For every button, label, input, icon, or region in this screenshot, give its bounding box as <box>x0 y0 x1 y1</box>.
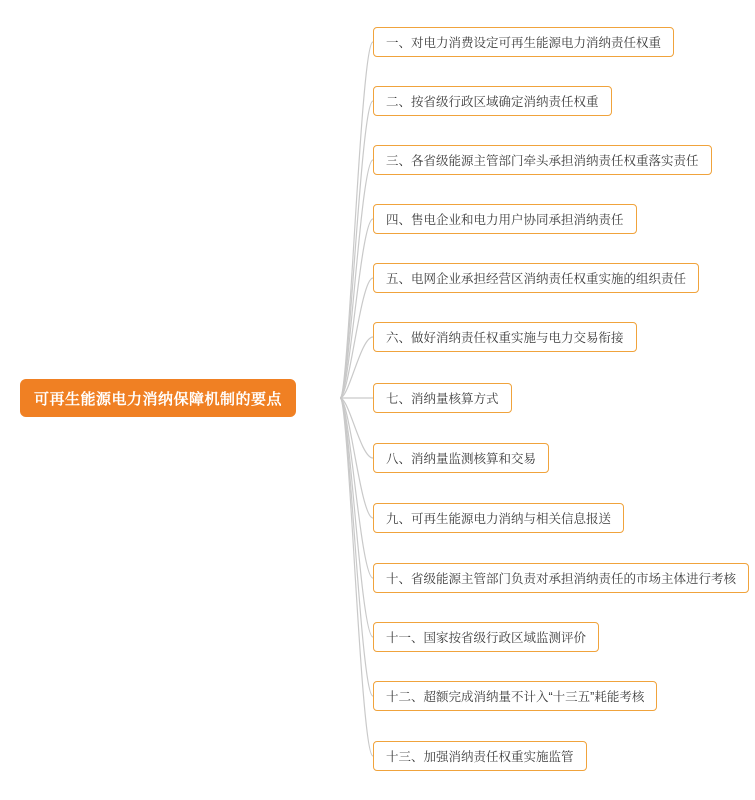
branch-node[interactable]: 四、售电企业和电力用户协同承担消纳责任 <box>373 204 637 234</box>
branch-node[interactable]: 六、做好消纳责任权重实施与电力交易衔接 <box>373 322 637 352</box>
branch-node[interactable]: 二、按省级行政区域确定消纳责任权重 <box>373 86 612 116</box>
branch-node[interactable]: 五、电网企业承担经营区消纳责任权重实施的组织责任 <box>373 263 699 293</box>
branch-node[interactable]: 十、省级能源主管部门负责对承担消纳责任的市场主体进行考核 <box>373 563 749 593</box>
branch-node[interactable]: 一、对电力消费设定可再生能源电力消纳责任权重 <box>373 27 674 57</box>
root-node[interactable]: 可再生能源电力消纳保障机制的要点 <box>20 379 296 417</box>
branch-node[interactable]: 十三、加强消纳责任权重实施监管 <box>373 741 587 771</box>
branch-node[interactable]: 九、可再生能源电力消纳与相关信息报送 <box>373 503 624 533</box>
branch-node[interactable]: 三、各省级能源主管部门牵头承担消纳责任权重落实责任 <box>373 145 712 175</box>
branch-node[interactable]: 十一、国家按省级行政区域监测评价 <box>373 622 599 652</box>
branch-node[interactable]: 七、消纳量核算方式 <box>373 383 512 413</box>
branch-node[interactable]: 十二、超额完成消纳量不计入“十三五”耗能考核 <box>373 681 657 711</box>
branch-node[interactable]: 八、消纳量监测核算和交易 <box>373 443 549 473</box>
